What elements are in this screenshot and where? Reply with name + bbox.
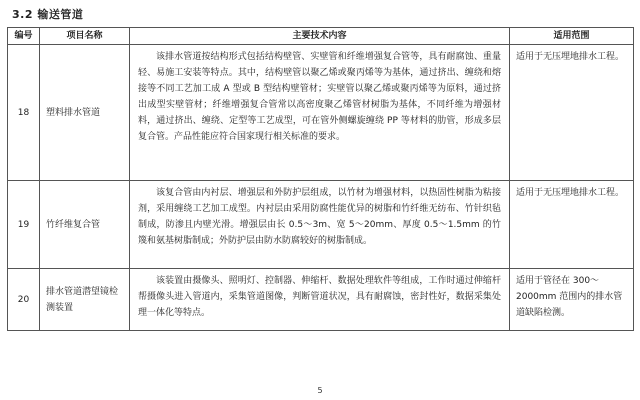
row-content: 该装置由摄像头、照明灯、控制器、伸缩杆、数据处理软件等组成，工作时通过伸缩杆帮摄像头进入管道内，采集管道图像，判断管道状况，具有耐腐蚀，密封性好，数据采集处理一体化等特点。	[130, 269, 510, 331]
row-name: 竹纤维复合管	[40, 181, 130, 269]
header-num: 编号	[8, 28, 40, 45]
section-title: 3.2 输送管道	[12, 8, 84, 21]
table-row	[8, 181, 634, 269]
row-content: 该复合管由内衬层、增强层和外防护层组成，以竹材为增强材料，以热固性树脂为粘接剂，采用缠绕工艺加工成型。内衬层由采用防腐性能优异的树脂和竹纤维无纺布、竹针织毡制成，防渗且内壁光滑。增强层由长 0.5～3m、宽 5～20mm、厚度 0.5～1.5mm 的竹篾和氨基树脂制成；外防护层由防水防腐较好的树脂制成。	[130, 181, 510, 269]
row-name: 排水管道潜望镜检测装置	[40, 269, 130, 331]
row-scope: 适用于无压埋地排水工程。	[510, 45, 634, 181]
row-num: 18	[8, 45, 40, 181]
table-row	[8, 269, 634, 331]
technology-table	[7, 27, 634, 331]
row-scope: 适用于无压埋地排水工程。	[510, 181, 634, 269]
row-scope: 适用于管径在 300～2000mm 范围内的排水管道缺陷检测。	[510, 269, 634, 331]
table-header-row	[8, 28, 634, 45]
header-name: 项目名称	[40, 28, 130, 45]
header-scope: 适用范围	[510, 28, 634, 45]
row-name: 塑料排水管道	[40, 45, 130, 181]
page-number: 5	[317, 386, 323, 395]
table-row	[8, 45, 634, 181]
row-num: 20	[8, 269, 40, 331]
row-content: 该排水管道按结构形式包括结构壁管、实壁管和纤维增强复合管等，具有耐腐蚀、重量轻、易施工安装等特点。其中，结构壁管以聚乙烯或聚丙烯等为基体，通过挤出、缠绕和熔接等不同工艺加工成 A 型或 B 型结构壁管材；实壁管以聚乙烯或聚丙烯等为原料，通过挤出成型实壁管材；纤维增强复合管常以高密度聚乙烯管材树脂为基体，不同纤维为增强材料，通过挤出、缠绕、定型等工艺成型，可在管外侧螺旋缠绕 PP 等材料的肋管，形成多层复合管。产品性能应符合国家现行相关标准的要求。	[130, 45, 510, 181]
row-num: 19	[8, 181, 40, 269]
header-content: 主要技术内容	[130, 28, 510, 45]
